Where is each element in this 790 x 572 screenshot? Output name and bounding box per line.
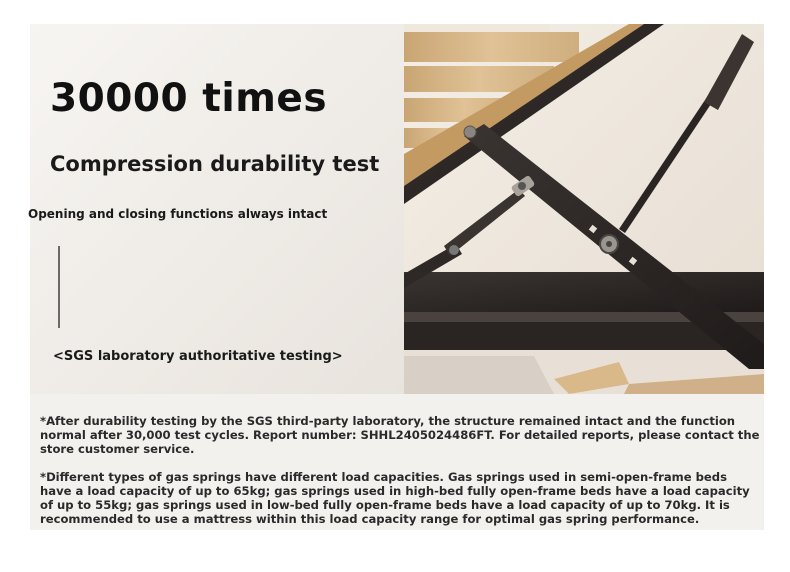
note-load-capacity: *Different types of gas springs have different load capacities. Gas springs used in semi-open-frame beds have a load capacity of up to 65kg; gas springs used in high-bed fully open-frame beds have a load capacity of up to 55kg; gas springs used in low-bed fully open-frame beds have a load capacity of up to 70kg. It is recommended to use a mattress within this load capacity range for optimal gas spring performance. (40, 470, 750, 526)
tagline: Opening and closing functions always intact (28, 207, 328, 221)
subheadline: Compression durability test (50, 152, 380, 176)
disclaimer-notes (40, 414, 762, 540)
divider-line (58, 246, 60, 328)
mechanism-illustration (404, 24, 764, 394)
headline: 30000 times (50, 76, 328, 121)
gas-spring-mechanism-photo (404, 24, 764, 394)
lab-testing-label: <SGS laboratory authoritative testing> (53, 349, 343, 364)
note-durability: *After durability testing by the SGS third-party laboratory, the structure remained intact and the function normal after 30,000 test cycles. Report number: SHHL2405024486FT. For detailed reports, please contact the store customer service. (40, 414, 760, 456)
